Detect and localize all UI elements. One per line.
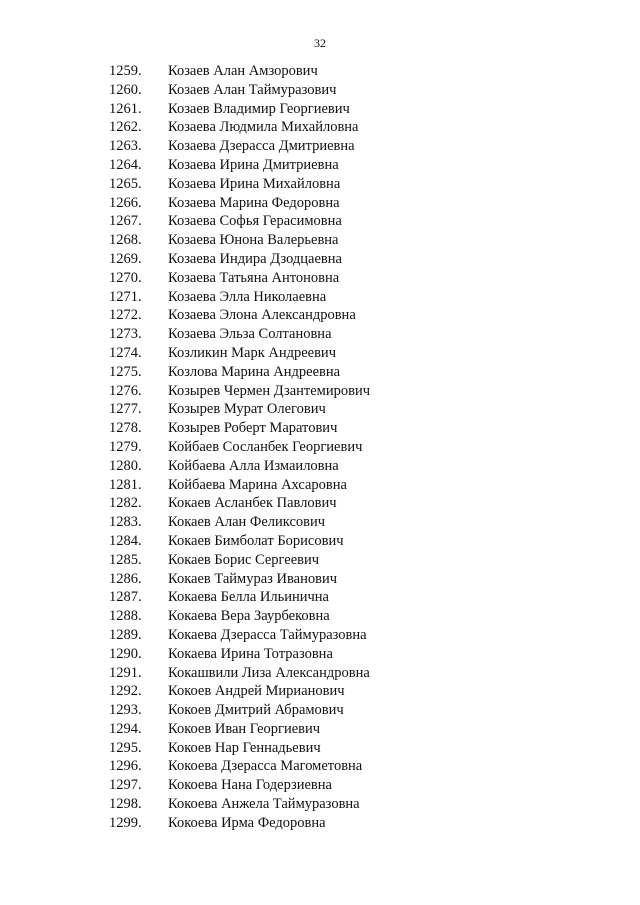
entry-name: Койбаева Алла Измаиловна: [168, 457, 339, 474]
entry-number: 1286.: [109, 570, 142, 587]
list-item: [0, 457, 640, 476]
entry-name: Койбаев Сосланбек Георгиевич: [168, 438, 363, 455]
entry-number: 1289.: [109, 626, 142, 643]
entry-name: Козаева Элла Николаевна: [168, 288, 327, 305]
page-number: 32: [314, 36, 326, 50]
entry-number: 1299.: [109, 814, 142, 831]
entry-number: 1296.: [109, 758, 142, 775]
list-item: [0, 100, 640, 119]
list-item: [0, 588, 640, 607]
entry-name: Кокаева Белла Ильинична: [168, 589, 329, 606]
entry-number: 1260.: [109, 81, 142, 98]
entry-number: 1264.: [109, 156, 142, 173]
entry-number: 1281.: [109, 476, 142, 493]
entry-name: Козаева Юнона Валерьевна: [168, 232, 339, 249]
entry-number: 1297.: [109, 777, 142, 794]
entry-number: 1269.: [109, 250, 142, 267]
entry-number: 1268.: [109, 232, 142, 249]
list-item: [0, 494, 640, 513]
list-item: [0, 250, 640, 269]
entry-number: 1275.: [109, 363, 142, 380]
entry-name: Кокоев Нар Геннадьевич: [168, 739, 321, 756]
list-item: [0, 118, 640, 137]
list-item: [0, 269, 640, 288]
entry-name: Козаева Дзерасса Дмитриевна: [168, 138, 355, 155]
list-item: [0, 701, 640, 720]
entry-number: 1279.: [109, 438, 142, 455]
list-item: [0, 720, 640, 739]
entry-name: Козырев Роберт Маратович: [168, 420, 338, 437]
list-item: [0, 626, 640, 645]
entry-number: 1261.: [109, 100, 142, 117]
list-item: [0, 682, 640, 701]
entry-number: 1265.: [109, 175, 142, 192]
entry-number: 1280.: [109, 457, 142, 474]
entry-name: Кокоева Анжела Таймуразовна: [168, 796, 360, 813]
entry-name: Койбаева Марина Ахсаровна: [168, 476, 347, 493]
entry-name: Кокоева Ирма Федоровна: [168, 814, 326, 831]
entry-name: Козаева Татьяна Антоновна: [168, 269, 340, 286]
list-item: [0, 757, 640, 776]
entry-number: 1292.: [109, 683, 142, 700]
list-item: [0, 363, 640, 382]
entry-number: 1276.: [109, 382, 142, 399]
entry-number: 1298.: [109, 796, 142, 813]
entry-number: 1272.: [109, 307, 142, 324]
entry-name: Козаева Людмила Михайловна: [168, 119, 359, 136]
entry-number: 1262.: [109, 119, 142, 136]
list-item: [0, 212, 640, 231]
list-item: [0, 776, 640, 795]
entry-name: Козаева Индира Дзодцаевна: [168, 250, 342, 267]
entry-number: 1295.: [109, 739, 142, 756]
list-item: [0, 156, 640, 175]
entry-number: 1282.: [109, 495, 142, 512]
entry-name: Козаева Марина Федоровна: [168, 194, 340, 211]
list-item: [0, 438, 640, 457]
entry-name: Козаева Софья Герасимовна: [168, 213, 342, 230]
list-item: [0, 419, 640, 438]
entry-name: Козаев Владимир Георгиевич: [168, 100, 350, 117]
list-item: [0, 231, 640, 250]
entry-name: Кокоев Дмитрий Абрамович: [168, 702, 344, 719]
entry-number: 1287.: [109, 589, 142, 606]
list-item: [0, 137, 640, 156]
entry-name: Кокоев Андрей Мирианович: [168, 683, 345, 700]
entry-number: 1271.: [109, 288, 142, 305]
list-item: [0, 532, 640, 551]
entry-name: Кокаев Таймураз Иванович: [168, 570, 337, 587]
entry-number: 1285.: [109, 551, 142, 568]
entry-number: 1263.: [109, 138, 142, 155]
entry-name: Кокаев Бимболат Борисович: [168, 532, 344, 549]
entry-name: Козаев Алан Амзорович: [168, 63, 318, 79]
entry-name: Кокашвили Лиза Александровна: [168, 664, 370, 681]
list-item: [0, 664, 640, 683]
list-item: [0, 645, 640, 664]
entry-number: 1274.: [109, 344, 142, 361]
list-item: [0, 607, 640, 626]
entry-number: 1291.: [109, 664, 142, 681]
entry-number: 1270.: [109, 269, 142, 286]
list-item: [0, 382, 640, 401]
entry-name: Кокаева Вера Заурбековна: [168, 608, 330, 625]
list-item: [0, 306, 640, 325]
list-item: [0, 194, 640, 213]
list-item: [0, 513, 640, 532]
entry-name: Козырев Чермен Дзантемирович: [168, 382, 370, 399]
entry-number: 1283.: [109, 514, 142, 531]
list-item: [0, 62, 640, 81]
list-item: [0, 81, 640, 100]
entry-name: Козлова Марина Андреевна: [168, 363, 341, 380]
entry-number: 1266.: [109, 194, 142, 211]
entry-name: Козаева Элона Александровна: [168, 307, 356, 324]
entry-number: 1267.: [109, 213, 142, 230]
entry-number: 1278.: [109, 420, 142, 437]
entry-name: Кокоева Дзерасса Магометовна: [168, 758, 363, 775]
entry-name: Козаева Ирина Дмитриевна: [168, 156, 339, 173]
list-item: [0, 476, 640, 495]
entry-number: 1273.: [109, 326, 142, 343]
entry-name: Козырев Мурат Олегович: [168, 401, 326, 418]
entry-number: 1290.: [109, 645, 142, 662]
entry-name: Кокаев Асланбек Павлович: [168, 495, 337, 512]
list-item: [0, 288, 640, 307]
entry-name: Козаев Алан Таймуразович: [168, 81, 337, 98]
list-item: [0, 325, 640, 344]
entry-number: 1293.: [109, 702, 142, 719]
name-list: [0, 62, 640, 833]
entry-number: 1259.: [109, 63, 142, 79]
entry-name: Кокоева Нана Годерзиевна: [168, 777, 332, 794]
entry-name: Кокаева Дзерасса Таймуразовна: [168, 626, 367, 643]
list-item: [0, 570, 640, 589]
entry-name: Кокаев Алан Феликсович: [168, 514, 326, 531]
entry-name: Кокоев Иван Георгиевич: [168, 720, 321, 737]
entry-name: Козликин Марк Андреевич: [168, 344, 336, 361]
list-item: [0, 175, 640, 194]
entry-number: 1284.: [109, 532, 142, 549]
entry-name: Кокаева Ирина Тотразовна: [168, 645, 333, 662]
entry-number: 1294.: [109, 720, 142, 737]
entry-name: Козаева Ирина Михайловна: [168, 175, 341, 192]
entry-number: 1277.: [109, 401, 142, 418]
list-item: [0, 551, 640, 570]
entry-name: Кокаев Борис Сергеевич: [168, 551, 320, 568]
list-item: [0, 739, 640, 758]
entry-name: Козаева Эльза Солтановна: [168, 326, 332, 343]
list-item: [0, 400, 640, 419]
list-item: [0, 814, 640, 833]
list-item: [0, 795, 640, 814]
entry-number: 1288.: [109, 608, 142, 625]
list-item: [0, 344, 640, 363]
